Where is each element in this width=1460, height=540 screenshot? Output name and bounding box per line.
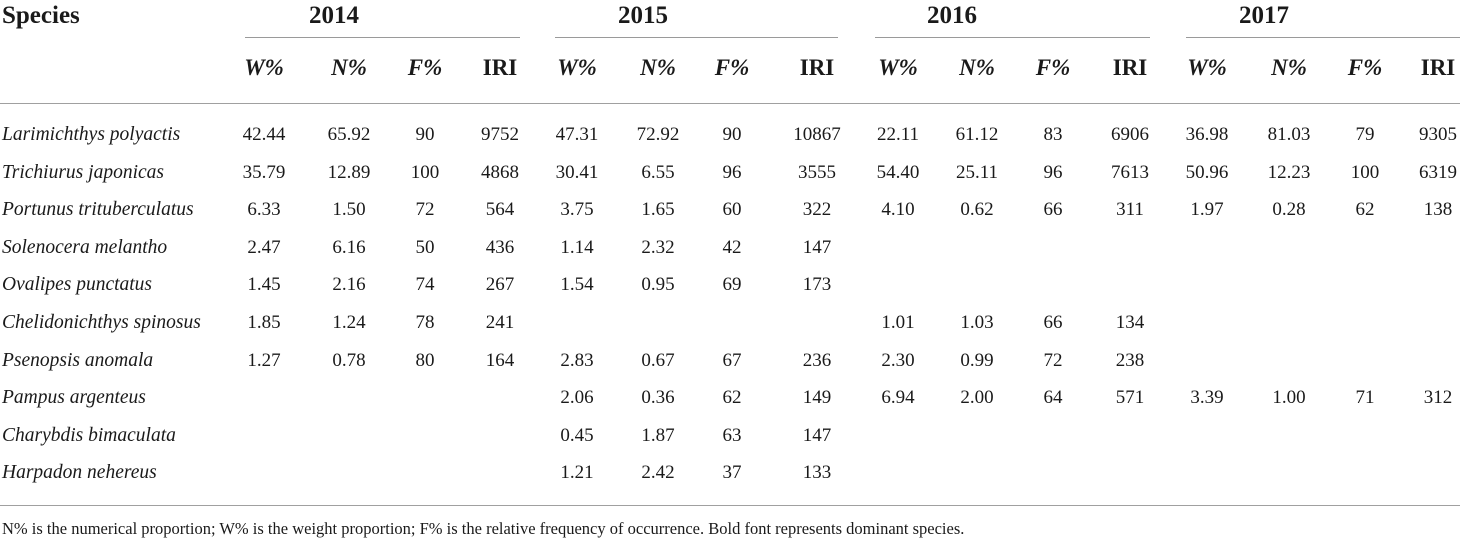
table-cell: 72.92 — [636, 124, 680, 145]
table-cell: 63 — [722, 424, 742, 446]
year-header: 2016 — [927, 2, 977, 29]
table-cell: 96 — [722, 161, 742, 183]
column-subheader: N% — [331, 55, 367, 80]
table-cell: 72 — [1043, 349, 1063, 371]
table-cell: 3555 — [798, 161, 836, 183]
table-cell: 0.95 — [641, 274, 675, 296]
table-cell: 9305 — [1419, 124, 1457, 145]
table-row — [0, 306, 1460, 343]
table-cell: 100 — [410, 161, 440, 183]
table-cell: 1.50 — [332, 199, 366, 221]
table-cell: 0.45 — [560, 424, 594, 446]
table-row — [0, 456, 1460, 493]
table-cell: 6319 — [1419, 161, 1457, 183]
table-row — [0, 156, 1460, 193]
table-cell: 2.32 — [641, 236, 675, 258]
table-cell: 42 — [722, 236, 742, 258]
table-cell: 0.28 — [1272, 199, 1306, 221]
table-cell: 6.33 — [247, 199, 281, 221]
column-subheader: F% — [1035, 55, 1071, 80]
table-cell: 66 — [1043, 199, 1063, 221]
table-cell: 2.30 — [881, 349, 915, 371]
header-rule — [245, 103, 1460, 104]
table-row — [0, 193, 1460, 230]
table-cell: 1.87 — [641, 424, 675, 446]
table-cell: 1.21 — [560, 462, 594, 484]
table-cell: 67 — [722, 349, 742, 371]
table-cell: 138 — [1423, 199, 1453, 221]
table-cell: 96 — [1043, 161, 1063, 183]
table-cell: 66 — [1043, 312, 1063, 333]
header-rule — [0, 103, 245, 104]
table-cell: 25.11 — [955, 161, 999, 183]
species-name: Pampus argenteus — [2, 387, 146, 409]
column-subheader: IRI — [1112, 55, 1148, 80]
table-cell: 100 — [1350, 161, 1380, 183]
table-cell: 133 — [802, 462, 832, 484]
table-cell: 6906 — [1111, 124, 1149, 145]
table-cell: 0.62 — [960, 199, 994, 221]
column-subheader: IRI — [1420, 55, 1456, 80]
table-cell: 571 — [1115, 387, 1145, 409]
table-cell: 36.98 — [1185, 124, 1229, 145]
table-cell: 83 — [1043, 124, 1063, 145]
table-cell: 0.99 — [960, 349, 994, 371]
year-header-rule — [245, 37, 520, 38]
table-cell: 65.92 — [327, 124, 371, 145]
column-subheader: F% — [714, 55, 750, 80]
table-cell: 564 — [485, 199, 515, 221]
table-cell: 50.96 — [1185, 161, 1229, 183]
table-cell: 173 — [802, 274, 832, 296]
species-column-header: Species — [2, 2, 80, 29]
table-cell: 90 — [415, 124, 435, 145]
table-cell: 6.55 — [641, 161, 675, 183]
column-subheader: W% — [1187, 55, 1227, 80]
table-cell: 60 — [722, 199, 742, 221]
column-subheader: W% — [557, 55, 597, 80]
table-cell: 241 — [485, 312, 515, 333]
table-cell: 311 — [1116, 199, 1144, 221]
species-name: Psenopsis anomala — [2, 349, 154, 371]
table-row — [0, 381, 1460, 418]
table-cell: 0.78 — [332, 349, 366, 371]
table-cell: 74 — [415, 274, 435, 296]
table-cell: 238 — [1115, 349, 1145, 371]
table-cell: 0.36 — [641, 387, 675, 409]
year-header: 2014 — [309, 2, 359, 29]
table-row — [0, 231, 1460, 268]
table-cell: 312 — [1423, 387, 1453, 409]
table-cell: 164 — [485, 349, 515, 371]
table-cell: 1.45 — [247, 274, 281, 296]
table-cell: 1.03 — [960, 312, 994, 333]
species-name: Trichiurus japonicas — [2, 161, 164, 183]
column-subheader: IRI — [482, 55, 518, 80]
table-cell: 1.54 — [560, 274, 594, 296]
table-cell: 72 — [415, 199, 435, 221]
table-cell: 1.24 — [332, 312, 366, 333]
table-row — [0, 344, 1460, 381]
table-cell: 3.39 — [1190, 387, 1224, 409]
table-cell: 62 — [1355, 199, 1375, 221]
table-cell: 3.75 — [560, 199, 594, 221]
species-name: Charybdis bimaculata — [2, 424, 176, 446]
table-cell: 1.65 — [641, 199, 675, 221]
table-cell: 267 — [485, 274, 515, 296]
table-cell: 9752 — [481, 124, 519, 145]
table-row — [0, 419, 1460, 456]
table-cell: 1.85 — [247, 312, 281, 333]
table-row — [0, 268, 1460, 305]
table-cell: 64 — [1043, 387, 1063, 409]
table-cell: 80 — [415, 349, 435, 371]
table-cell: 2.47 — [247, 236, 281, 258]
table-cell: 42.44 — [242, 124, 286, 145]
table-cell: 47.31 — [555, 124, 599, 145]
table-cell: 436 — [485, 236, 515, 258]
table-cell: 149 — [802, 387, 832, 409]
column-subheader: N% — [1271, 55, 1307, 80]
table-cell: 90 — [722, 124, 742, 145]
table-cell: 1.14 — [560, 236, 594, 258]
year-header: 2015 — [618, 2, 668, 29]
table-cell: 147 — [802, 236, 832, 258]
year-header-rule — [555, 37, 838, 38]
table-cell: 1.01 — [881, 312, 915, 333]
table-cell: 30.41 — [555, 161, 599, 183]
species-name: Harpadon nehereus — [2, 462, 157, 484]
table-cell: 1.27 — [247, 349, 281, 371]
table-cell: 78 — [415, 312, 435, 333]
column-subheader: W% — [878, 55, 918, 80]
table-cell: 1.00 — [1272, 387, 1306, 409]
table-cell: 322 — [802, 199, 832, 221]
table-cell: 37 — [722, 462, 742, 484]
table-cell: 69 — [722, 274, 742, 296]
table-cell: 147 — [802, 424, 832, 446]
table-cell: 134 — [1115, 312, 1145, 333]
column-subheader: F% — [407, 55, 443, 80]
column-subheader: W% — [244, 55, 284, 80]
table-cell: 0.67 — [641, 349, 675, 371]
table-cell: 71 — [1355, 387, 1375, 409]
year-header-rule — [1186, 37, 1460, 38]
table-cell: 6.16 — [332, 236, 366, 258]
table-cell: 2.16 — [332, 274, 366, 296]
year-header-rule — [875, 37, 1150, 38]
species-name: Portunus trituberculatus — [2, 199, 194, 221]
column-subheader: N% — [959, 55, 995, 80]
table-cell: 236 — [802, 349, 832, 371]
table-cell: 12.23 — [1267, 161, 1311, 183]
column-subheader: N% — [640, 55, 676, 80]
table-cell: 7613 — [1111, 161, 1149, 183]
table-cell: 4868 — [481, 161, 519, 183]
table-cell: 35.79 — [242, 161, 286, 183]
table-cell: 50 — [415, 236, 435, 258]
table-cell: 62 — [722, 387, 742, 409]
table-cell: 22.11 — [876, 124, 920, 145]
table-row — [0, 118, 1460, 155]
table-cell: 4.10 — [881, 199, 915, 221]
table-cell: 79 — [1355, 124, 1375, 145]
column-subheader: F% — [1347, 55, 1383, 80]
table-footnote: N% is the numerical proportion; W% is the weight proportion; F% is the relative frequency of occurrence. Bold font represents dominant species. — [2, 519, 965, 538]
species-name: Chelidonichthys spinosus — [2, 312, 201, 333]
table-cell: 6.94 — [881, 387, 915, 409]
species-name: Solenocera melantho — [2, 236, 168, 258]
column-subheader: IRI — [799, 55, 835, 80]
table-cell: 61.12 — [955, 124, 999, 145]
species-name: Ovalipes punctatus — [2, 274, 153, 296]
table-cell: 2.42 — [641, 462, 675, 484]
table-cell: 10867 — [793, 124, 841, 145]
table-cell: 54.40 — [876, 161, 920, 183]
table-cell: 2.83 — [560, 349, 594, 371]
table-cell: 2.06 — [560, 387, 594, 409]
table-cell: 2.00 — [960, 387, 994, 409]
table-cell: 1.97 — [1190, 199, 1224, 221]
year-header: 2017 — [1239, 2, 1289, 29]
table-cell: 81.03 — [1267, 124, 1311, 145]
bottom-rule — [0, 505, 1460, 506]
table-cell: 12.89 — [327, 161, 371, 183]
species-name: Larimichthys polyactis — [2, 124, 181, 145]
